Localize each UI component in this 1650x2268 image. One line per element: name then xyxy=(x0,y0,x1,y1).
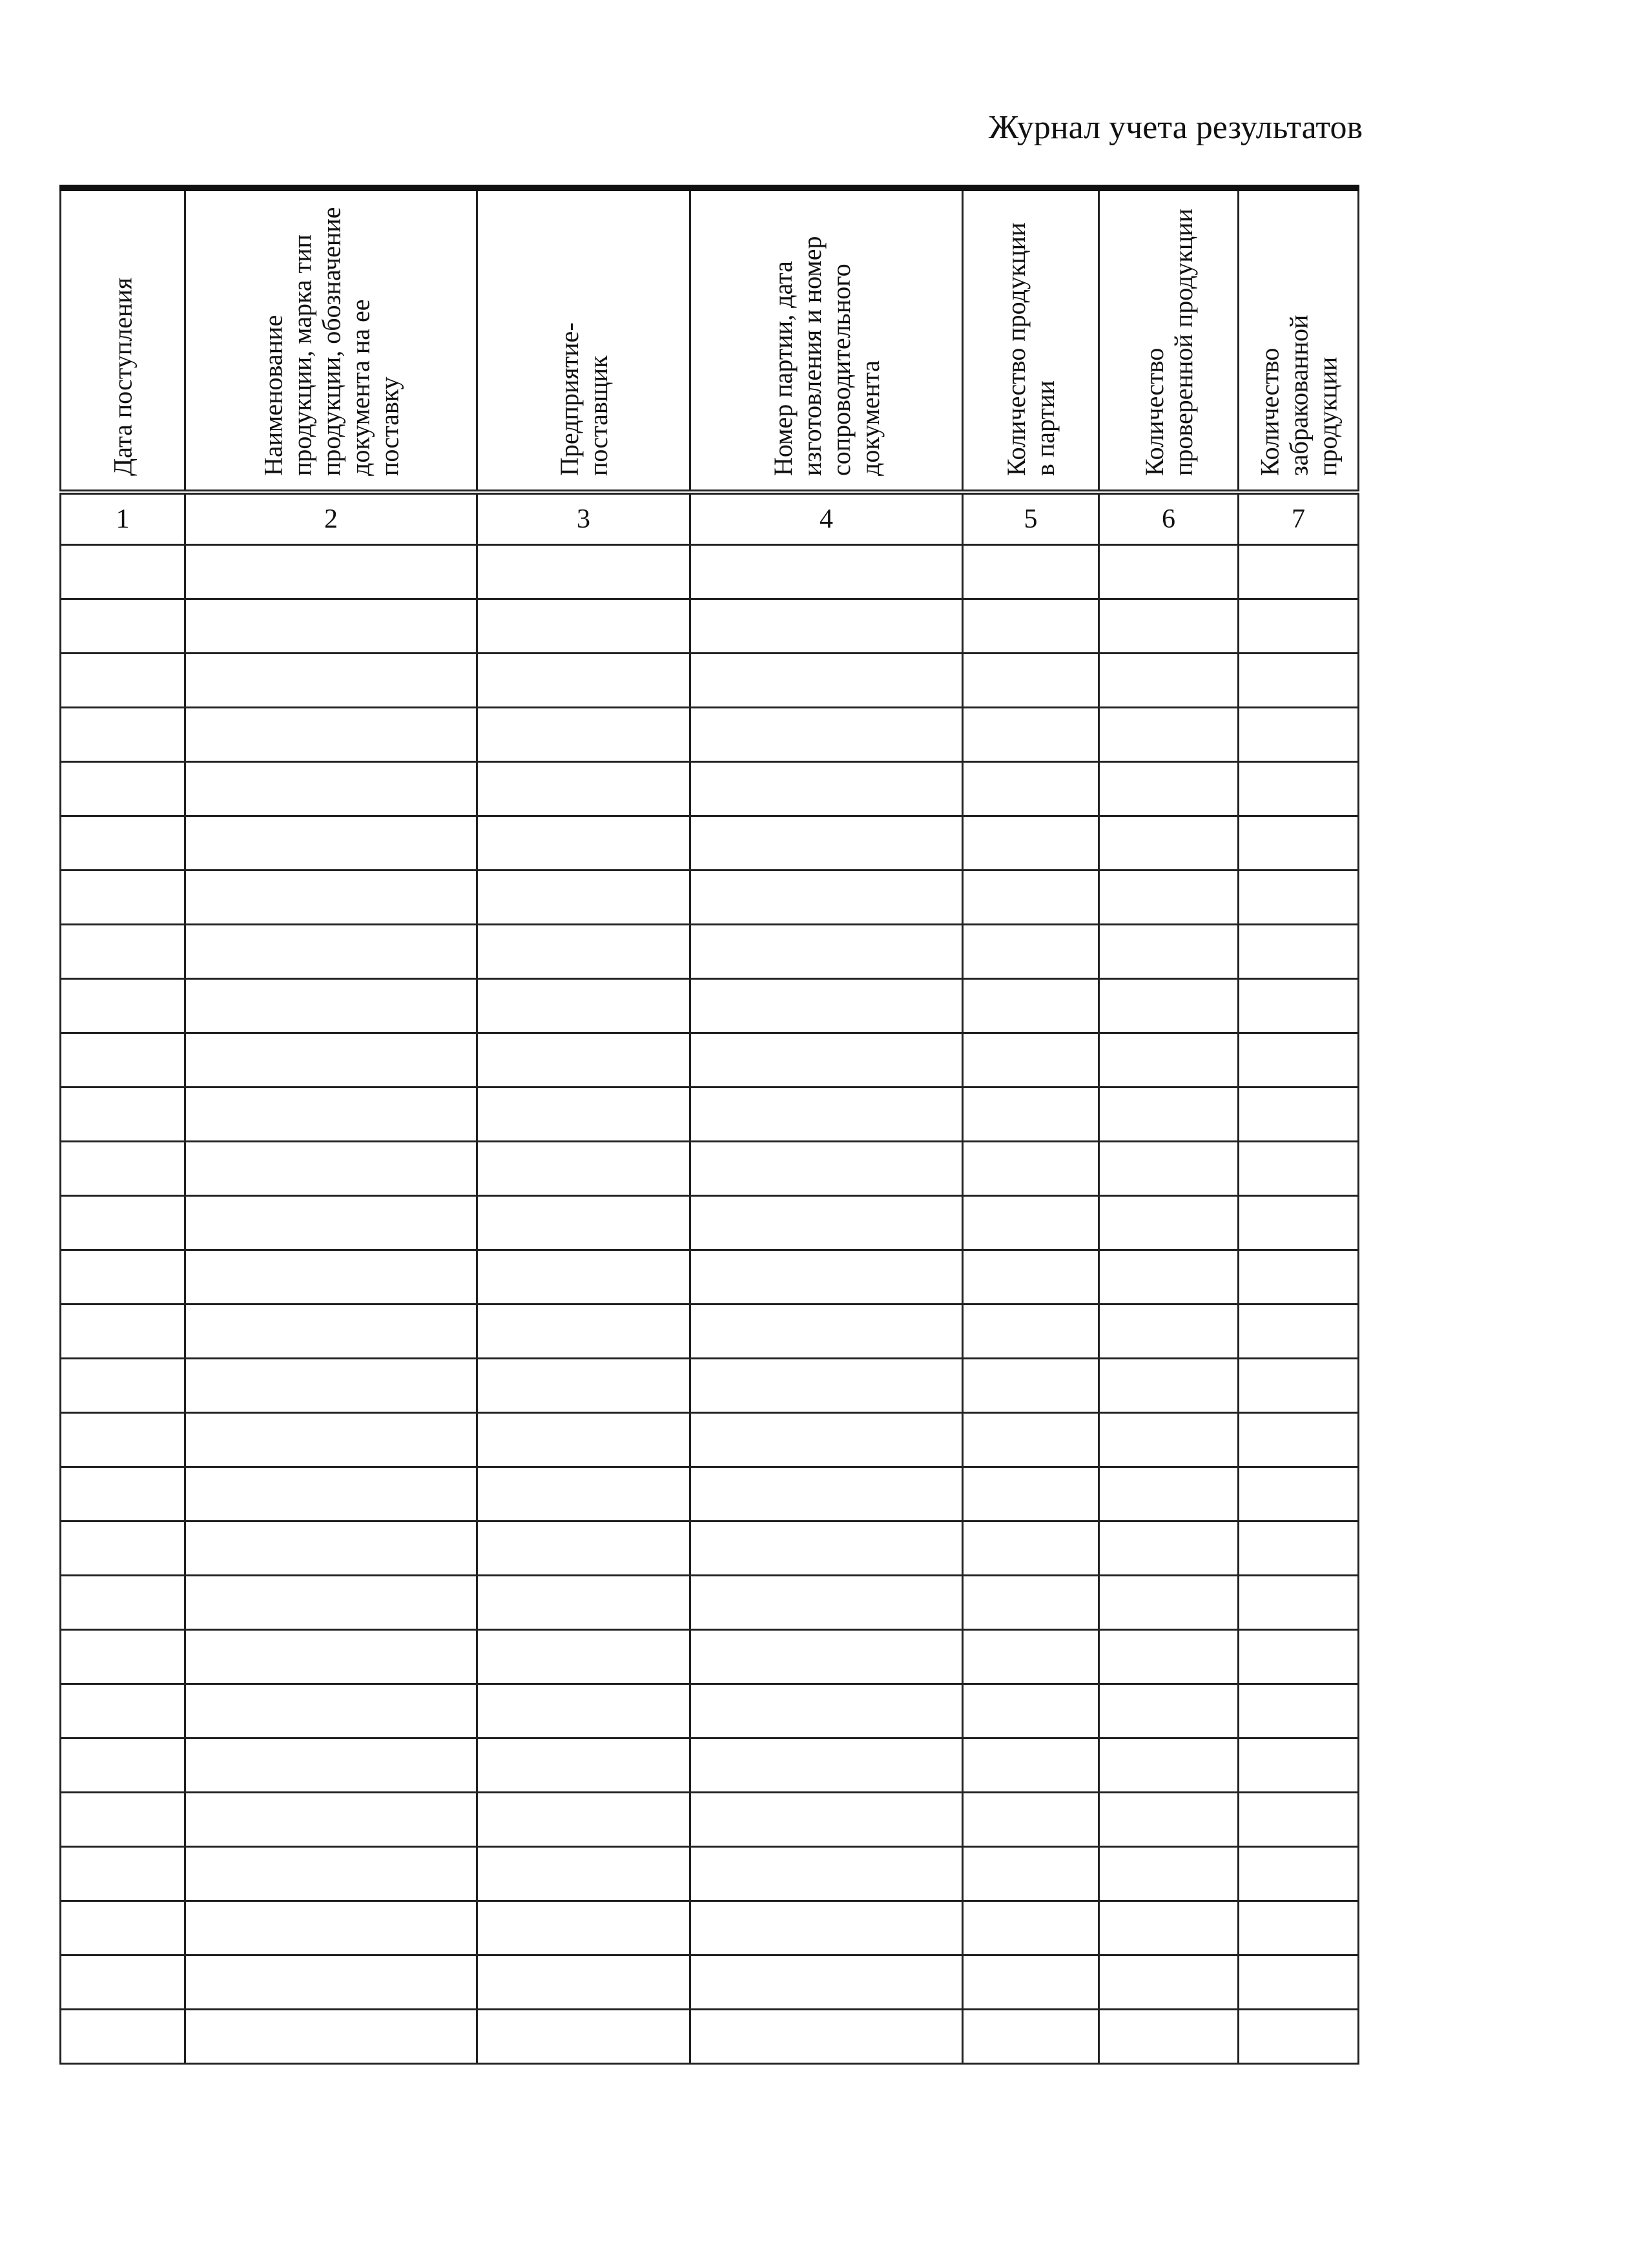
journal-entry-cell[interactable] xyxy=(185,1847,477,1901)
column-number: 7 xyxy=(1239,492,1359,545)
journal-entry-cell[interactable] xyxy=(963,599,1099,654)
journal-entry-cell[interactable] xyxy=(690,1684,963,1738)
journal-entry-cell[interactable] xyxy=(963,1901,1099,1955)
journal-entry-cell[interactable] xyxy=(1239,979,1359,1033)
journal-entry-cell[interactable] xyxy=(963,1304,1099,1359)
journal-entry-cell[interactable] xyxy=(477,599,690,654)
journal-entry-cell[interactable] xyxy=(963,1793,1099,1847)
column-number: 2 xyxy=(185,492,477,545)
journal-entry-cell[interactable] xyxy=(963,1467,1099,1521)
journal-entry-cell[interactable] xyxy=(185,1630,477,1684)
journal-entry-cell[interactable] xyxy=(690,599,963,654)
journal-entry-cell[interactable] xyxy=(1239,545,1359,599)
journal-entry-cell[interactable] xyxy=(963,979,1099,1033)
journal-entry-cell[interactable] xyxy=(61,979,185,1033)
journal-entry-cell[interactable] xyxy=(1099,1738,1239,1793)
journal-entry-cell[interactable] xyxy=(1239,1955,1359,2010)
journal-entry-cell[interactable] xyxy=(61,1847,185,1901)
journal-entry-cell[interactable] xyxy=(690,979,963,1033)
journal-entry-row xyxy=(61,599,1359,654)
journal-entry-cell[interactable] xyxy=(185,1684,477,1738)
journal-entry-cell[interactable] xyxy=(690,1033,963,1088)
journal-entry-cell[interactable] xyxy=(477,545,690,599)
journal-entry-cell[interactable] xyxy=(185,1196,477,1250)
journal-entry-row xyxy=(61,1576,1359,1630)
journal-entry-cell[interactable] xyxy=(185,1901,477,1955)
journal-entry-cell[interactable] xyxy=(690,1196,963,1250)
journal-entry-cell[interactable] xyxy=(690,871,963,925)
journal-entry-cell[interactable] xyxy=(61,708,185,762)
journal-entry-cell[interactable] xyxy=(690,1413,963,1467)
journal-entry-cell[interactable] xyxy=(690,1793,963,1847)
journal-entry-cell[interactable] xyxy=(61,1467,185,1521)
journal-entry-cell[interactable] xyxy=(1239,708,1359,762)
journal-entry-cell[interactable] xyxy=(963,1196,1099,1250)
journal-entry-cell[interactable] xyxy=(1239,654,1359,708)
journal-entry-cell[interactable] xyxy=(1239,1576,1359,1630)
journal-entry-cell[interactable] xyxy=(1099,871,1239,925)
journal-entry-row xyxy=(61,871,1359,925)
journal-entry-cell[interactable] xyxy=(185,1955,477,2010)
journal-entry-cell[interactable] xyxy=(963,708,1099,762)
journal-entry-cell[interactable] xyxy=(477,1630,690,1684)
journal-entry-row xyxy=(61,762,1359,816)
column-header-label: Количество проверенной продукции xyxy=(1139,208,1198,476)
journal-entry-cell[interactable] xyxy=(61,1250,185,1304)
journal-entry-cell[interactable] xyxy=(690,1630,963,1684)
journal-entry-cell[interactable] xyxy=(185,979,477,1033)
journal-entry-cell[interactable] xyxy=(61,816,185,871)
journal-entry-cell[interactable] xyxy=(1099,1630,1239,1684)
journal-entry-cell[interactable] xyxy=(185,1521,477,1576)
journal-entry-cell[interactable] xyxy=(1099,545,1239,599)
journal-entry-cell[interactable] xyxy=(963,654,1099,708)
journal-entry-cell[interactable] xyxy=(61,599,185,654)
column-number-row xyxy=(61,492,1359,545)
journal-entry-row xyxy=(61,654,1359,708)
journal-entry-row xyxy=(61,708,1359,762)
journal-entry-row xyxy=(61,1304,1359,1359)
journal-entry-cell[interactable] xyxy=(1239,1359,1359,1413)
journal-entry-cell[interactable] xyxy=(61,925,185,979)
journal-entry-cell[interactable] xyxy=(1239,1847,1359,1901)
journal-entry-row xyxy=(61,2010,1359,2064)
journal-entry-cell[interactable] xyxy=(690,654,963,708)
journal-entry-row xyxy=(61,1847,1359,1901)
journal-entry-cell[interactable] xyxy=(1099,1576,1239,1630)
journal-entry-cell[interactable] xyxy=(690,1304,963,1359)
journal-entry-cell[interactable] xyxy=(1099,925,1239,979)
journal-entry-cell[interactable] xyxy=(185,599,477,654)
journal-entry-cell[interactable] xyxy=(61,654,185,708)
column-header-label: Предприятие-поставщик xyxy=(554,322,613,476)
journal-entry-cell[interactable] xyxy=(61,1304,185,1359)
journal-entry-cell[interactable] xyxy=(1239,1521,1359,1576)
journal-entry-cell[interactable] xyxy=(185,1304,477,1359)
results-journal-table xyxy=(59,185,1359,2065)
journal-entry-cell[interactable] xyxy=(61,1521,185,1576)
journal-entry-cell[interactable] xyxy=(1239,762,1359,816)
journal-entry-cell[interactable] xyxy=(963,1576,1099,1630)
journal-entry-cell[interactable] xyxy=(690,2010,963,2064)
column-header-batch-number xyxy=(690,188,963,492)
journal-entry-cell[interactable] xyxy=(477,1576,690,1630)
journal-entry-cell[interactable] xyxy=(477,1250,690,1304)
column-header-label: Наименование продукции, марка тип продукции, обозначение документа на ее поставку xyxy=(258,207,404,476)
journal-entry-cell[interactable] xyxy=(185,1033,477,1088)
journal-entry-cell[interactable] xyxy=(1099,816,1239,871)
journal-entry-cell[interactable] xyxy=(1239,871,1359,925)
column-number: 3 xyxy=(477,492,690,545)
column-header-batch-quantity xyxy=(963,188,1099,492)
journal-entry-cell[interactable] xyxy=(185,1793,477,1847)
column-header-product-name xyxy=(185,188,477,492)
journal-entry-cell[interactable] xyxy=(690,1847,963,1901)
journal-entry-cell[interactable] xyxy=(690,1250,963,1304)
journal-entry-cell[interactable] xyxy=(477,1684,690,1738)
journal-entry-cell[interactable] xyxy=(1099,1033,1239,1088)
journal-entry-cell[interactable] xyxy=(690,708,963,762)
journal-entry-cell[interactable] xyxy=(1099,654,1239,708)
journal-entry-row xyxy=(61,1630,1359,1684)
journal-entry-cell[interactable] xyxy=(1099,599,1239,654)
journal-entry-cell[interactable] xyxy=(61,1142,185,1196)
journal-entry-cell[interactable] xyxy=(61,1630,185,1684)
journal-entry-cell[interactable] xyxy=(185,1142,477,1196)
journal-entry-cell[interactable] xyxy=(1239,1901,1359,1955)
journal-entry-cell[interactable] xyxy=(477,1413,690,1467)
column-header-label: Количество продукции в партии xyxy=(1002,222,1060,476)
journal-entry-cell[interactable] xyxy=(477,871,690,925)
journal-entry-cell[interactable] xyxy=(1099,979,1239,1033)
journal-entry-cell[interactable] xyxy=(477,1088,690,1142)
journal-entry-cell[interactable] xyxy=(963,871,1099,925)
journal-entry-cell[interactable] xyxy=(1239,1467,1359,1521)
journal-entry-row xyxy=(61,1088,1359,1142)
journal-entry-cell[interactable] xyxy=(963,1738,1099,1793)
journal-entry-cell[interactable] xyxy=(61,762,185,816)
journal-entry-cell[interactable] xyxy=(963,1413,1099,1467)
journal-entry-cell[interactable] xyxy=(963,2010,1099,2064)
journal-entry-cell[interactable] xyxy=(1239,1413,1359,1467)
journal-entry-cell[interactable] xyxy=(1239,1738,1359,1793)
journal-entry-cell[interactable] xyxy=(477,1793,690,1847)
journal-entry-cell[interactable] xyxy=(963,1033,1099,1088)
header-row xyxy=(61,188,1359,492)
column-number: 4 xyxy=(690,492,963,545)
journal-entry-cell[interactable] xyxy=(963,1359,1099,1413)
journal-entry-cell[interactable] xyxy=(963,1630,1099,1684)
journal-entry-cell[interactable] xyxy=(690,1738,963,1793)
journal-entry-row xyxy=(61,1955,1359,2010)
journal-entry-cell[interactable] xyxy=(1239,2010,1359,2064)
column-number: 5 xyxy=(963,492,1099,545)
journal-entry-cell[interactable] xyxy=(1099,1793,1239,1847)
journal-entry-cell[interactable] xyxy=(477,979,690,1033)
column-header-label: Количество забракованной продукции xyxy=(1255,314,1342,476)
journal-entry-cell[interactable] xyxy=(61,1196,185,1250)
journal-entry-cell[interactable] xyxy=(1099,1847,1239,1901)
column-header-receipt-date xyxy=(61,188,185,492)
journal-entry-cell[interactable] xyxy=(690,762,963,816)
journal-entry-cell[interactable] xyxy=(185,545,477,599)
journal-entry-cell[interactable] xyxy=(185,1250,477,1304)
journal-entry-cell[interactable] xyxy=(61,1738,185,1793)
journal-entry-cell[interactable] xyxy=(963,762,1099,816)
journal-entry-cell[interactable] xyxy=(1239,1793,1359,1847)
journal-entry-cell[interactable] xyxy=(477,762,690,816)
journal-entry-cell[interactable] xyxy=(690,925,963,979)
journal-entry-cell[interactable] xyxy=(1239,1250,1359,1304)
journal-entry-cell[interactable] xyxy=(477,1955,690,2010)
journal-entry-row xyxy=(61,1738,1359,1793)
journal-entry-cell[interactable] xyxy=(1239,816,1359,871)
journal-entry-cell[interactable] xyxy=(1099,762,1239,816)
journal-entry-cell[interactable] xyxy=(1239,1304,1359,1359)
journal-entry-row xyxy=(61,1413,1359,1467)
journal-entry-cell[interactable] xyxy=(963,1142,1099,1196)
column-header-checked-quantity xyxy=(1099,188,1239,492)
journal-entry-cell[interactable] xyxy=(185,1738,477,1793)
journal-entry-cell[interactable] xyxy=(185,1359,477,1413)
journal-entry-cell[interactable] xyxy=(1239,599,1359,654)
journal-entry-row xyxy=(61,1793,1359,1847)
journal-entry-cell[interactable] xyxy=(477,1521,690,1576)
journal-entry-cell[interactable] xyxy=(963,1521,1099,1576)
journal-entry-row xyxy=(61,1684,1359,1738)
journal-entry-cell[interactable] xyxy=(963,925,1099,979)
journal-entry-cell[interactable] xyxy=(690,1467,963,1521)
journal-entry-cell[interactable] xyxy=(61,1793,185,1847)
journal-entry-cell[interactable] xyxy=(1239,1033,1359,1088)
journal-entry-cell[interactable] xyxy=(1099,1955,1239,2010)
journal-entry-cell[interactable] xyxy=(61,871,185,925)
journal-entry-cell[interactable] xyxy=(185,762,477,816)
journal-entry-cell[interactable] xyxy=(1239,925,1359,979)
journal-entry-cell[interactable] xyxy=(477,1196,690,1250)
journal-entry-row xyxy=(61,1901,1359,1955)
journal-entry-row xyxy=(61,1142,1359,1196)
journal-entry-cell[interactable] xyxy=(963,1250,1099,1304)
journal-entry-cell[interactable] xyxy=(1239,1196,1359,1250)
journal-entry-cell[interactable] xyxy=(61,2010,185,2064)
journal-entry-cell[interactable] xyxy=(1099,708,1239,762)
journal-entry-cell[interactable] xyxy=(61,1088,185,1142)
journal-entry-cell[interactable] xyxy=(185,1576,477,1630)
journal-entry-row xyxy=(61,1467,1359,1521)
journal-entry-cell[interactable] xyxy=(477,1359,690,1413)
journal-entry-cell[interactable] xyxy=(1099,1684,1239,1738)
journal-entry-cell[interactable] xyxy=(1099,1250,1239,1304)
journal-entry-row xyxy=(61,925,1359,979)
journal-entry-cell[interactable] xyxy=(185,816,477,871)
journal-entry-cell[interactable] xyxy=(477,1847,690,1901)
journal-entry-row xyxy=(61,1250,1359,1304)
journal-entry-cell[interactable] xyxy=(690,1359,963,1413)
journal-entry-cell[interactable] xyxy=(963,545,1099,599)
column-number: 6 xyxy=(1099,492,1239,545)
journal-entry-cell[interactable] xyxy=(1099,1901,1239,1955)
journal-entry-cell[interactable] xyxy=(185,1088,477,1142)
journal-entry-cell[interactable] xyxy=(185,925,477,979)
journal-entry-cell[interactable] xyxy=(185,2010,477,2064)
journal-entry-cell[interactable] xyxy=(1099,2010,1239,2064)
journal-entry-cell[interactable] xyxy=(477,1033,690,1088)
journal-entry-cell[interactable] xyxy=(477,1142,690,1196)
journal-entry-cell[interactable] xyxy=(185,1467,477,1521)
journal-entry-cell[interactable] xyxy=(477,2010,690,2064)
journal-entry-cell[interactable] xyxy=(61,545,185,599)
journal-entry-cell[interactable] xyxy=(477,925,690,979)
journal-entry-cell[interactable] xyxy=(963,1847,1099,1901)
journal-entry-cell[interactable] xyxy=(1099,1521,1239,1576)
journal-entry-cell[interactable] xyxy=(690,1901,963,1955)
journal-entry-row xyxy=(61,816,1359,871)
journal-entry-cell[interactable] xyxy=(690,816,963,871)
journal-entry-cell[interactable] xyxy=(477,1304,690,1359)
journal-entry-cell[interactable] xyxy=(1239,1088,1359,1142)
journal-entry-cell[interactable] xyxy=(61,1359,185,1413)
journal-entry-cell[interactable] xyxy=(963,1088,1099,1142)
journal-entry-cell[interactable] xyxy=(185,1413,477,1467)
journal-entry-cell[interactable] xyxy=(477,654,690,708)
journal-entry-cell[interactable] xyxy=(1099,1088,1239,1142)
journal-entry-row xyxy=(61,1196,1359,1250)
journal-entry-cell[interactable] xyxy=(61,1955,185,2010)
column-header-supplier xyxy=(477,188,690,492)
journal-entry-cell[interactable] xyxy=(1239,1684,1359,1738)
journal-entry-cell[interactable] xyxy=(61,1576,185,1630)
journal-entry-cell[interactable] xyxy=(963,1955,1099,2010)
journal-entry-cell[interactable] xyxy=(61,1413,185,1467)
journal-entry-cell[interactable] xyxy=(185,654,477,708)
journal-entry-cell[interactable] xyxy=(61,1684,185,1738)
journal-entry-cell[interactable] xyxy=(61,1033,185,1088)
journal-entry-cell[interactable] xyxy=(963,816,1099,871)
journal-entry-row xyxy=(61,545,1359,599)
journal-entry-cell[interactable] xyxy=(185,871,477,925)
journal-entry-cell[interactable] xyxy=(1239,1142,1359,1196)
journal-entry-cell[interactable] xyxy=(690,1576,963,1630)
journal-entry-cell[interactable] xyxy=(477,1738,690,1793)
column-header-label: Дата поступления xyxy=(108,277,138,476)
journal-entry-row xyxy=(61,1033,1359,1088)
journal-entry-cell[interactable] xyxy=(1099,1304,1239,1359)
column-header-rejected-quantity xyxy=(1239,188,1359,492)
journal-entry-cell[interactable] xyxy=(1099,1359,1239,1413)
journal-entry-cell[interactable] xyxy=(1099,1142,1239,1196)
journal-entry-cell[interactable] xyxy=(477,816,690,871)
column-number: 1 xyxy=(61,492,185,545)
journal-entry-cell[interactable] xyxy=(690,1142,963,1196)
journal-entry-cell[interactable] xyxy=(690,1088,963,1142)
journal-entry-cell[interactable] xyxy=(963,1684,1099,1738)
journal-entry-cell[interactable] xyxy=(1099,1196,1239,1250)
column-header-label: Номер партии, дата изготовления и номер сопроводительного документа xyxy=(768,236,885,476)
journal-entry-cell[interactable] xyxy=(1099,1467,1239,1521)
journal-entry-cell[interactable] xyxy=(690,545,963,599)
journal-entry-cell[interactable] xyxy=(1239,1630,1359,1684)
journal-entry-cell[interactable] xyxy=(477,1467,690,1521)
journal-entry-cell[interactable] xyxy=(690,1955,963,2010)
journal-entry-cell[interactable] xyxy=(477,708,690,762)
document-title: Журнал учета результатов xyxy=(988,109,1363,146)
journal-entry-row xyxy=(61,1359,1359,1413)
journal-entry-cell[interactable] xyxy=(61,1901,185,1955)
journal-entry-cell[interactable] xyxy=(477,1901,690,1955)
journal-entry-cell[interactable] xyxy=(690,1521,963,1576)
journal-entry-cell[interactable] xyxy=(185,708,477,762)
journal-entry-row xyxy=(61,979,1359,1033)
journal-entry-cell[interactable] xyxy=(1099,1413,1239,1467)
journal-entry-row xyxy=(61,1521,1359,1576)
